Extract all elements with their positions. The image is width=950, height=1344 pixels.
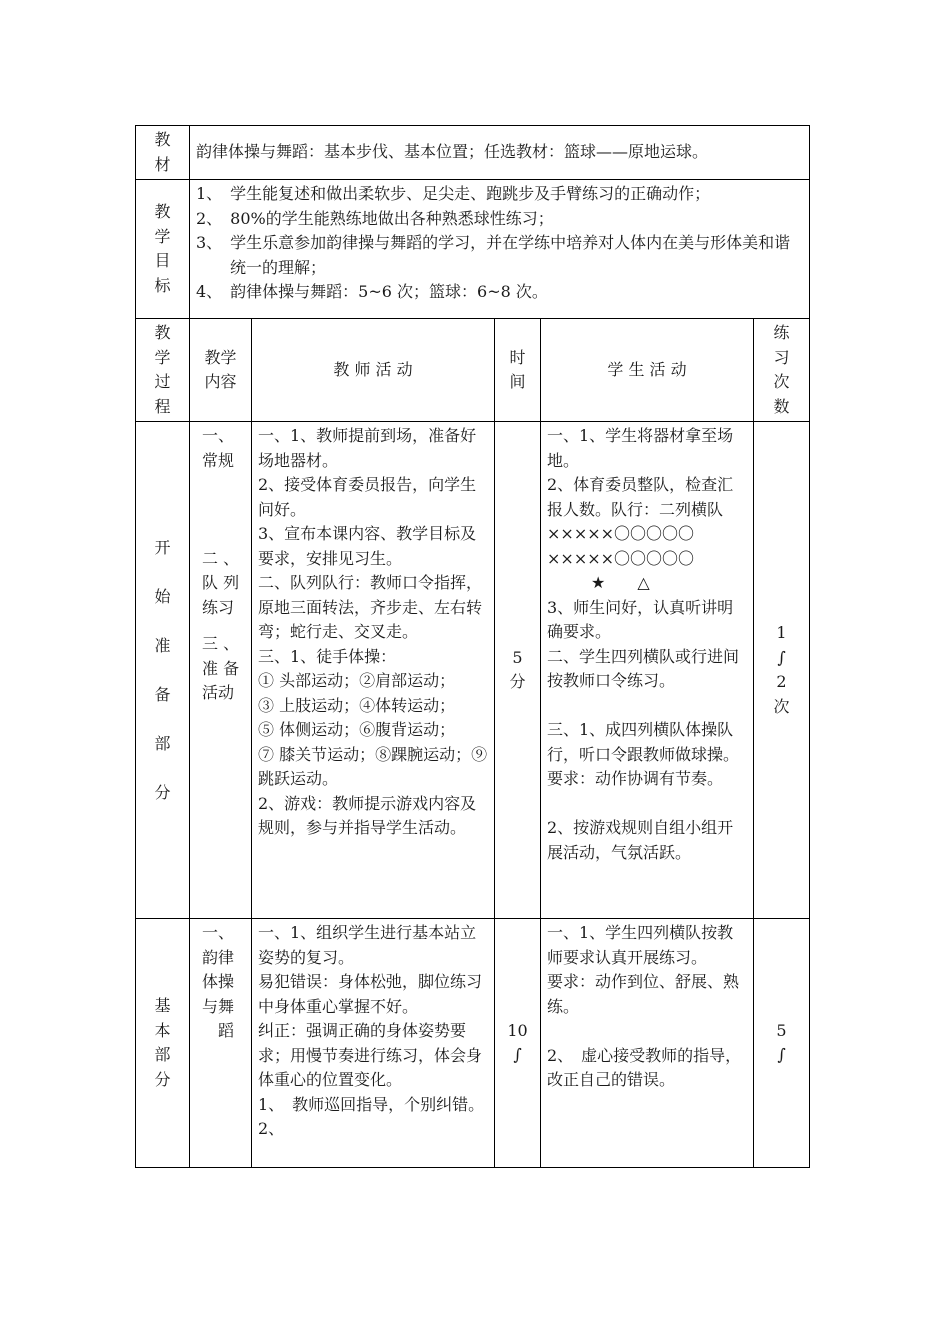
start-student-activity: 一、1、学生将器材拿至场地。 2、体育委员整队，检查汇报人数。队行：二列横队 ×××××〇〇〇〇〇 ×××××〇〇〇〇〇 ★ △ 3、师生问好，认真听讲明确要求。 二、学生四列横队或行进间按教师口令练习。 三、1、成四列横队体操队行，听口令跟教师做球操。要求：动作协调有节奏。 2、按游戏规则自组小组开展活动，气氛活跃。 xyxy=(541,422,754,919)
basic-section-content: 一、 韵律 体操 与舞 蹈 xyxy=(190,919,252,1168)
formation-row: ×××××〇〇〇〇〇 xyxy=(547,548,695,568)
material-label: 教 材 xyxy=(136,126,190,180)
process-header-row xyxy=(136,319,810,422)
material-row xyxy=(136,126,810,180)
count-header: 练 习 次 数 xyxy=(754,319,810,422)
start-count: 1 ∫ 2 次 xyxy=(754,422,810,919)
start-section-label: 开 始 准 备 部 分 xyxy=(136,422,190,919)
formation-row: ×××××〇〇〇〇〇 xyxy=(547,524,695,543)
objective-item: 1、 学生能复述和做出柔软步、足尖走、跑跳步及手臂练习的正确动作； xyxy=(196,184,711,203)
content-header: 教学 内容 xyxy=(190,319,252,422)
objectives-list xyxy=(190,180,810,319)
process-header: 教 学 过 程 xyxy=(136,319,190,422)
start-teacher-activity: 一、1、教师提前到场，准备好场地器材。 2、接受体育委员报告，向学生问好。 3、宣布本课内容、教学目标及要求，安排见习生。 二、队列队行：教师口令指挥，原地三面转法，齐步走、左右转弯；蛇行走、交叉走。 三、1、徒手体操： ① 头部运动；②肩部运动； ③ 上肢运动；④体转运动； ⑤ 体侧运动；⑥腹背运动； ⑦ 膝关节运动；⑧踝腕运动；⑨跳跃运动。 2、游戏：教师提示游戏内容及规则，参与并指导学生活动。 xyxy=(252,422,495,919)
teacher-activity-header: 教 师 活 动 xyxy=(252,319,495,422)
basic-count: 5 ∫ xyxy=(754,919,810,1168)
objective-item: 3、 学生乐意参加韵律操与舞蹈的学习，并在学练中培养对人体内在美与形体美和谐统一的理解； xyxy=(196,233,791,277)
material-text: 韵律体操与舞蹈：基本步伐、基本位置；任选教材：篮球——原地运球。 xyxy=(190,126,810,180)
basic-section-row xyxy=(136,919,810,1168)
basic-student-activity: 一、1、学生四列横队按教师要求认真开展练习。 要求：动作到位、舒展、熟练。 2、 虚心接受教师的指导，改正自己的错误。 xyxy=(541,919,754,1168)
objectives-label: 教 学 目 标 xyxy=(136,180,190,319)
objective-item: 2、 80%的学生能熟练地做出各种熟悉球性练习； xyxy=(196,208,554,228)
basic-teacher-activity: 一、1、组织学生进行基本站立姿势的复习。 易犯错误：身体松弛，脚位练习中身体重心掌握不好。 纠正：强调正确的身体姿势要求；用慢节奏进行练习，体会身体重心的位置变化。 1、 教师巡回指导，个别纠错。 2、 xyxy=(252,919,495,1168)
student-activity-header: 学 生 活 动 xyxy=(541,319,754,422)
basic-section-label: 基 本 部 分 xyxy=(136,919,190,1168)
objective-item: 4、 韵律体操与舞蹈：5~6 次；篮球：6~8 次。 xyxy=(196,282,548,301)
lesson-plan-table xyxy=(135,125,810,1168)
formation-markers: ★ △ xyxy=(591,573,650,592)
time-header: 时 间 xyxy=(495,319,541,422)
objectives-row xyxy=(136,180,810,319)
start-section-content: 一、 常规 二 、 队 列 练习 三 、 准 备 活动 xyxy=(190,422,252,919)
basic-time: 10 ∫ xyxy=(495,919,541,1168)
start-time: 5 分 xyxy=(495,422,541,919)
start-section-row xyxy=(136,422,810,919)
